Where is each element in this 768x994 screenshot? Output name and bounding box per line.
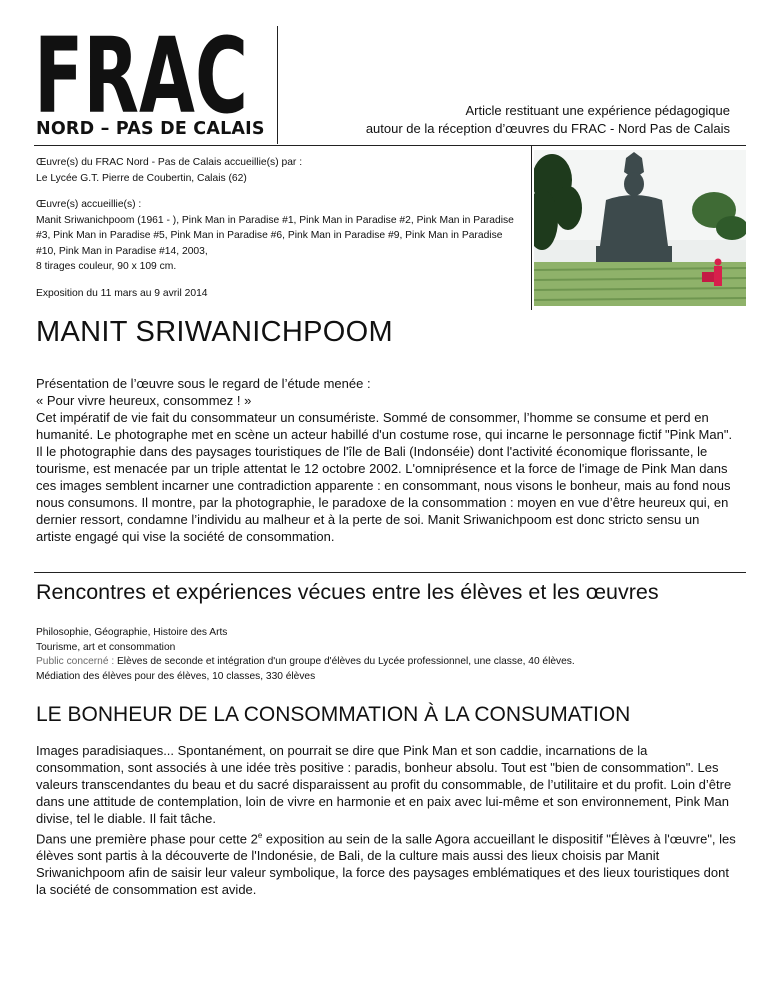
presentation-body: Cet impératif de vie fait du consommateur un consumériste. Sommé de consommer, l’homme se consume et perd en humanité. Le photographe met en scène un acteur habillé d'un costume rose, qui incarne le personnage fictif "Pink Man". Il le photographie dans des paysages touristiques de l'île de Bali (Indonséie) dont l'activité économique florissante, le tourisme, est menacée par un triple attentat le 12 octobre 2002. L'omniprésence et la force de l'image de Pink Man dans ces images semblent incarner une contradiction apparente : en consommant, nous visons le bonheur, mais au fond nous nous consumons. Il montre, par la photographie, le paradoxe de la consommation : moyen en vue d’être heureux qui, en dernier ressort, condamne l’individu au malheur et à la perte de soi. Manit Sriwanichpoom est donc stricto sensu un artiste engagé qui vise la société de consommation. xyxy=(36,410,733,544)
article-line-2: autour de la réception d’œuvres du FRAC - Nord Pas de Calais xyxy=(365,121,730,136)
artist-title: MANIT SRIWANICHPOOM xyxy=(36,316,393,348)
artwork-photo xyxy=(534,150,746,306)
article-line-1: Article restituant une expérience pédagogique xyxy=(465,103,730,118)
presentation-text xyxy=(36,375,736,545)
public-line xyxy=(36,655,736,670)
works-block xyxy=(36,197,516,275)
ordinal-superscript: e xyxy=(257,831,263,840)
public-label: Public concerné : xyxy=(36,656,115,667)
paragraph-2-end: exposition au sein de la salle Agora accueillant le dispositif "Élèves à l'œuvre", les élèves sont partis à la découverte de l'Indonésie, de Bali, de la culture mais aussi des lieux choisis par Manit Sriwanichpoom afin de saisir leur valeur symbolique, la force des paysages emblématiques et des lieux touristiques dont la société de consommation est avide. xyxy=(36,831,736,898)
frac-logo-subtitle: NORD – PAS DE CALAIS xyxy=(36,119,265,139)
article-description xyxy=(310,102,730,138)
section-text xyxy=(36,742,736,898)
section-paragraph-1: Images paradisiaques... Spontanément, on pourrait se dire que Pink Man et son caddie, incarnations de la consommation, sont associés à une idée très positive : paradis, bonheur absolu. Tout est "bien de consommation". Les valeurs transcendantes du beau et du sacré disparaissent au profit du consommable, de l’utilitaire et du profit. Loin d’être dans une attitude de contemplation, loin de vivre en harmonie et en paix avec lui-même et son environnement, Pink Man divise, tel le diable. Il fait tâche. xyxy=(36,743,732,826)
hosted-label: Œuvre(s) du FRAC Nord - Pas de Calais accueillie(s) par : xyxy=(36,157,303,168)
hosted-by: Le Lycée G.T. Pierre de Coubertin, Calais (62) xyxy=(36,172,247,184)
themes: Tourisme, art et consommation xyxy=(36,641,176,653)
header-divider xyxy=(277,26,278,144)
public-value: Elèves de seconde et intégration d'un groupe d'élèves du Lycée professionnel, une classe, 40 élèves. xyxy=(114,656,575,667)
info-block xyxy=(36,155,516,312)
works-details: 8 tirages couleur, 90 x 109 cm. xyxy=(36,261,177,272)
exhibition-dates: Exposition du 11 mars au 9 avril 2014 xyxy=(36,287,208,299)
works-list: Manit Sriwanichpoom (1961 - ), Pink Man in Paradise #1, Pink Man in Paradise #2, Pink Man in Paradise #3, Pink Man in Paradise #5, Pink Man in Paradise #6, Pink Man in Paradise #9, Pink Man in Paradise #10, Pink Man in Paradise #14, 2003, xyxy=(36,214,514,257)
header-rule xyxy=(34,145,746,146)
presentation-intro: Présentation de l’œuvre sous le regard de l’étude menée : xyxy=(36,376,371,391)
subjects: Philosophie, Géographie, Histoire des Arts xyxy=(36,627,228,638)
frac-logo xyxy=(34,30,250,118)
encounters-meta xyxy=(36,626,736,684)
hosted-block xyxy=(36,155,516,186)
presentation-motto: « Pour vivre heureux, consommez ! » xyxy=(36,393,252,408)
paragraph-2-start: Dans une première phase pour cette 2 xyxy=(36,831,258,847)
works-label: Œuvre(s) accueillie(s) : xyxy=(36,199,142,210)
encounters-title: Rencontres et expériences vécues entre les élèves et les œuvres xyxy=(36,580,659,604)
photo-divider xyxy=(531,146,532,310)
section-title: LE BONHEUR DE LA CONSOMMATION À LA CONSUMATION xyxy=(36,703,631,726)
section-paragraph-2 xyxy=(36,827,736,898)
mediation: Médiation des élèves pour des élèves, 10 classes, 330 élèves xyxy=(36,670,316,682)
frac-logo-text: FRAC xyxy=(34,30,248,118)
section-rule xyxy=(34,572,746,573)
